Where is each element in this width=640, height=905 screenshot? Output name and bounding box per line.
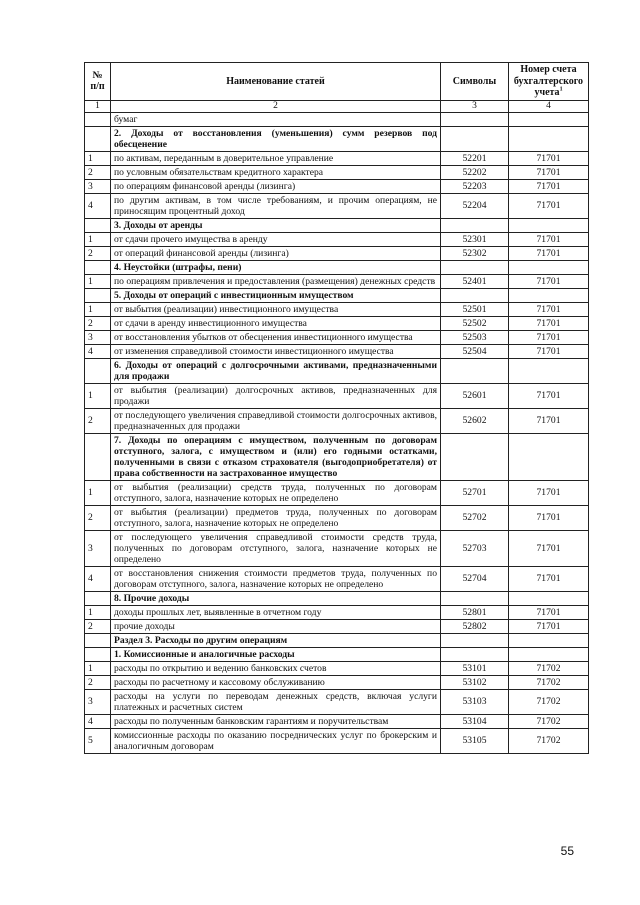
cell-symbol: 52301: [441, 232, 509, 246]
cell-symbol: 52802: [441, 619, 509, 633]
cell-num: 1: [85, 232, 111, 246]
cell-account: 71701: [509, 566, 589, 591]
cell-account: 71701: [509, 246, 589, 260]
table-row: [85, 112, 589, 126]
column-index: 3: [441, 100, 509, 112]
cell-num: 2: [85, 675, 111, 689]
cell-symbol: 52502: [441, 316, 509, 330]
section-row: [85, 433, 589, 480]
cell-account: 71702: [509, 661, 589, 675]
cell-name: бумаг: [111, 112, 441, 126]
cell-account: [509, 591, 589, 605]
cell-symbol: 52704: [441, 566, 509, 591]
cell-name: по другим активам, в том числе требованиям, и прочим операциям, не приносящим процентный доход: [111, 193, 441, 218]
cell-symbol: 52202: [441, 165, 509, 179]
section-row: [85, 288, 589, 302]
cell-account: 71702: [509, 689, 589, 714]
cell-account: [509, 260, 589, 274]
table-row: [85, 605, 589, 619]
header-account: [509, 63, 589, 101]
cell-account: 71701: [509, 605, 589, 619]
cell-symbol: [441, 433, 509, 480]
cell-symbol: [441, 633, 509, 647]
cell-num: 3: [85, 689, 111, 714]
cell-symbol: 52401: [441, 274, 509, 288]
cell-symbol: 52302: [441, 246, 509, 260]
cell-name: от последующего увеличения справедливой стоимости средств труда, полученных по договорам отступного, залога, назначение которых не определено: [111, 530, 441, 566]
cell-name: доходы прошлых лет, выявленные в отчетном году: [111, 605, 441, 619]
cell-symbol: 52703: [441, 530, 509, 566]
cell-account: 71701: [509, 232, 589, 246]
cell-name: от восстановления снижения стоимости предметов труда, полученных по договорам отступного, залога, назначение которых не определено: [111, 566, 441, 591]
cell-num: 2: [85, 408, 111, 433]
cell-num: 4: [85, 344, 111, 358]
cell-symbol: 53101: [441, 661, 509, 675]
cell-name: 5. Доходы от операций с инвестиционным имуществом: [111, 288, 441, 302]
cell-name: 1. Комиссионные и аналогичные расходы: [111, 647, 441, 661]
cell-symbol: 52203: [441, 179, 509, 193]
cell-num: 1: [85, 274, 111, 288]
cell-num: 3: [85, 330, 111, 344]
cell-symbol: 52801: [441, 605, 509, 619]
accounts-table: [84, 62, 589, 754]
cell-account: 71701: [509, 480, 589, 505]
cell-num: 1: [85, 661, 111, 675]
cell-name: по активам, переданным в доверительное управление: [111, 151, 441, 165]
column-index: 1: [85, 100, 111, 112]
cell-symbol: [441, 112, 509, 126]
table-row: [85, 619, 589, 633]
cell-num: 2: [85, 505, 111, 530]
cell-num: 2: [85, 165, 111, 179]
column-index: 4: [509, 100, 589, 112]
cell-account: 71701: [509, 383, 589, 408]
cell-num: 4: [85, 566, 111, 591]
cell-symbol: 53103: [441, 689, 509, 714]
table-row: [85, 246, 589, 260]
cell-num: [85, 260, 111, 274]
cell-num: 1: [85, 605, 111, 619]
cell-name: 7. Доходы по операциям с имуществом, полученным по договорам отступного, залога, с имуществом и (или) его годными остатками, полученными в связи с отказом страхователя (выгодоприобретателя) от права собственности на застрахованное имущество: [111, 433, 441, 480]
cell-num: [85, 647, 111, 661]
table-row: [85, 480, 589, 505]
header-account-text: Номер счета бухгалтерского учета: [513, 64, 584, 98]
cell-num: [85, 288, 111, 302]
cell-num: 5: [85, 728, 111, 753]
cell-name: 4. Неустойки (штрафы, пени): [111, 260, 441, 274]
table-row: [85, 661, 589, 675]
cell-name: от выбытия (реализации) средств труда, полученных по договорам отступного, залога, назначение которых не определено: [111, 480, 441, 505]
cell-account: 71702: [509, 714, 589, 728]
cell-name: от восстановления убытков от обесценения инвестиционного имущества: [111, 330, 441, 344]
column-index: 2: [111, 100, 441, 112]
section-row: [85, 260, 589, 274]
cell-name: расходы на услуги по переводам денежных средств, включая услуги платежных и расчетных систем: [111, 689, 441, 714]
table-body: [85, 112, 589, 753]
cell-num: 3: [85, 530, 111, 566]
cell-name: от изменения справедливой стоимости инвестиционного имущества: [111, 344, 441, 358]
cell-account: [509, 288, 589, 302]
cell-symbol: [441, 358, 509, 383]
cell-name: Раздел 3. Расходы по другим операциям: [111, 633, 441, 647]
header-name: Наименование статей: [111, 63, 441, 101]
cell-name: расходы по полученным банковским гарантиям и поручительствам: [111, 714, 441, 728]
cell-num: 1: [85, 383, 111, 408]
table-row: [85, 165, 589, 179]
cell-name: от операций финансовой аренды (лизинга): [111, 246, 441, 260]
table-row: [85, 274, 589, 288]
cell-account: 71701: [509, 408, 589, 433]
cell-symbol: 52701: [441, 480, 509, 505]
table-row: [85, 689, 589, 714]
cell-account: 71701: [509, 302, 589, 316]
table-row: [85, 383, 589, 408]
cell-account: 71701: [509, 344, 589, 358]
cell-symbol: 52503: [441, 330, 509, 344]
cell-account: 71701: [509, 151, 589, 165]
cell-symbol: [441, 260, 509, 274]
cell-num: 1: [85, 151, 111, 165]
table-row: [85, 714, 589, 728]
cell-symbol: [441, 288, 509, 302]
cell-account: 71701: [509, 505, 589, 530]
cell-name: по операциям финансовой аренды (лизинга): [111, 179, 441, 193]
cell-symbol: 53105: [441, 728, 509, 753]
cell-num: [85, 112, 111, 126]
table-row: [85, 505, 589, 530]
cell-num: 4: [85, 714, 111, 728]
section-row: [85, 126, 589, 151]
cell-account: [509, 218, 589, 232]
cell-name: от выбытия (реализации) инвестиционного имущества: [111, 302, 441, 316]
cell-num: 3: [85, 179, 111, 193]
cell-num: [85, 358, 111, 383]
header-num: № п/п: [85, 63, 111, 101]
table-row: [85, 179, 589, 193]
cell-name: от сдачи прочего имущества в аренду: [111, 232, 441, 246]
cell-num: [85, 591, 111, 605]
cell-num: [85, 218, 111, 232]
section-row: [85, 633, 589, 647]
cell-symbol: 52602: [441, 408, 509, 433]
cell-symbol: 52501: [441, 302, 509, 316]
cell-account: 71701: [509, 619, 589, 633]
cell-symbol: 52601: [441, 383, 509, 408]
page-number: 55: [560, 844, 574, 858]
cell-name: прочие доходы: [111, 619, 441, 633]
cell-account: [509, 633, 589, 647]
table-row: [85, 193, 589, 218]
section-row: [85, 358, 589, 383]
section-row: [85, 218, 589, 232]
cell-account: 71701: [509, 274, 589, 288]
cell-account: [509, 112, 589, 126]
cell-name: 3. Доходы от аренды: [111, 218, 441, 232]
cell-account: [509, 126, 589, 151]
table-row: [85, 330, 589, 344]
cell-symbol: 52504: [441, 344, 509, 358]
cell-symbol: [441, 647, 509, 661]
cell-name: комиссионные расходы по оказанию посреднических услуг по брокерским и аналогичным договорам: [111, 728, 441, 753]
cell-num: 2: [85, 316, 111, 330]
cell-symbol: 52702: [441, 505, 509, 530]
cell-name: от выбытия (реализации) долгосрочных активов, предназначенных для продажи: [111, 383, 441, 408]
cell-symbol: 53102: [441, 675, 509, 689]
column-index-row: [85, 100, 589, 112]
cell-name: от последующего увеличения справедливой стоимости долгосрочных активов, предназначенных для продажи: [111, 408, 441, 433]
cell-symbol: [441, 218, 509, 232]
cell-name: от выбытия (реализации) предметов труда, полученных по договорам отступного, залога, назначение которых не определено: [111, 505, 441, 530]
table-row: [85, 530, 589, 566]
cell-account: 71702: [509, 728, 589, 753]
cell-name: по условным обязательствам кредитного характера: [111, 165, 441, 179]
cell-name: 6. Доходы от операций с долгосрочными активами, предназначенными для продажи: [111, 358, 441, 383]
cell-name: расходы по расчетному и кассовому обслуживанию: [111, 675, 441, 689]
cell-symbol: [441, 126, 509, 151]
cell-symbol: 52201: [441, 151, 509, 165]
cell-account: 71701: [509, 530, 589, 566]
cell-name: по операциям привлечения и предоставления (размещения) денежных средств: [111, 274, 441, 288]
cell-account: 71701: [509, 316, 589, 330]
table-row: [85, 344, 589, 358]
header-symbol: Символы: [441, 63, 509, 101]
table-row: [85, 316, 589, 330]
cell-account: 71702: [509, 675, 589, 689]
table-row: [85, 408, 589, 433]
cell-name: 2. Доходы от восстановления (уменьшения) сумм резервов под обесценение: [111, 126, 441, 151]
cell-num: [85, 433, 111, 480]
cell-account: 71701: [509, 165, 589, 179]
section-row: [85, 647, 589, 661]
cell-num: 2: [85, 246, 111, 260]
cell-account: 71701: [509, 330, 589, 344]
section-row: [85, 591, 589, 605]
header-account-footnote: 1: [559, 86, 563, 93]
table-header-row: [85, 63, 589, 101]
cell-num: 2: [85, 619, 111, 633]
cell-num: [85, 633, 111, 647]
table-row: [85, 566, 589, 591]
table-row: [85, 302, 589, 316]
cell-num: 4: [85, 193, 111, 218]
cell-num: 1: [85, 302, 111, 316]
cell-num: [85, 126, 111, 151]
cell-symbol: 52204: [441, 193, 509, 218]
cell-account: 71701: [509, 193, 589, 218]
cell-symbol: [441, 591, 509, 605]
cell-account: [509, 433, 589, 480]
cell-account: [509, 647, 589, 661]
cell-num: 1: [85, 480, 111, 505]
cell-account: 71701: [509, 179, 589, 193]
table-row: [85, 675, 589, 689]
cell-name: расходы по открытию и ведению банковских счетов: [111, 661, 441, 675]
table-row: [85, 728, 589, 753]
cell-name: 8. Прочие доходы: [111, 591, 441, 605]
table-row: [85, 151, 589, 165]
cell-account: [509, 358, 589, 383]
cell-symbol: 53104: [441, 714, 509, 728]
table-row: [85, 232, 589, 246]
cell-name: от сдачи в аренду инвестиционного имущества: [111, 316, 441, 330]
